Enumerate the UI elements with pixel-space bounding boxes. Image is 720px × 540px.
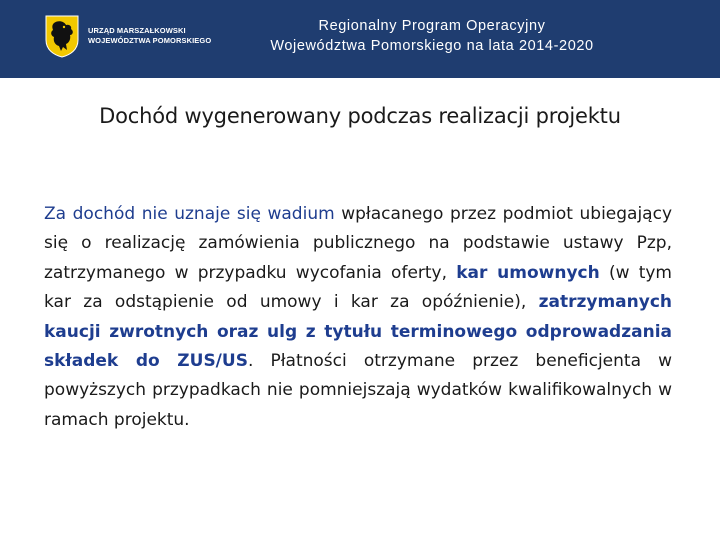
body-text-part: wpłacanego przez podmiot ubiegający się o realizację zamówienia publicznego na podstawie ustawy Pzp, zatrzymanego w przypadku wycofania oferty, bbox=[44, 204, 673, 283]
body-paragraph bbox=[44, 200, 672, 435]
griffin-crest-icon bbox=[44, 14, 80, 58]
program-title bbox=[232, 16, 632, 56]
slide-title: Dochód wygenerowany podczas realizacji projektu bbox=[99, 104, 621, 128]
program-title-line1: Regionalny Program Operacyjny bbox=[318, 18, 546, 34]
body-text-part: . Płatności otrzymane przez beneficjenta w powyższych przypadkach nie pomniejszają wydatków kwalifikowalnych w ramach projektu. bbox=[44, 351, 672, 430]
office-name-line2: WOJEWÓDZTWA POMORSKIEGO bbox=[88, 36, 212, 45]
office-name bbox=[88, 26, 211, 46]
body-highlight-kary: kar umownych bbox=[456, 262, 600, 283]
body-highlight-wadium: Za dochód nie uznaje się wadium bbox=[44, 204, 335, 224]
office-logo bbox=[44, 14, 211, 58]
office-name-line1: URZĄD MARSZAŁKOWSKI bbox=[88, 26, 186, 35]
program-title-line2: Województwa Pomorskiego na lata 2014-2020 bbox=[270, 38, 594, 54]
body-highlight-kaucje: zatrzymanych kaucji zwrotnych oraz ulg z tytułu terminowego odprowadzania składek do ZUS/US bbox=[44, 292, 672, 372]
header-banner bbox=[0, 0, 720, 78]
body-text-part: (w tym kar za odstąpienie od umowy i kar za opóźnienie), bbox=[44, 262, 672, 313]
